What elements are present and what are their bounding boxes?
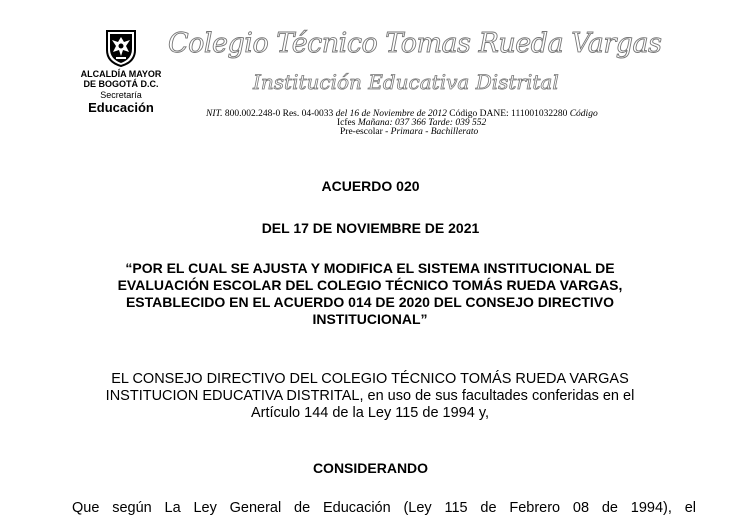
bogota-education-logo [66,28,176,115]
codigo-label: Código [569,109,598,119]
school-name: Colegio Técnico Tomas Rueda Vargas [168,28,662,59]
logo-text-secretaria: Secretaría [100,90,142,100]
coat-of-arms-icon [101,28,141,68]
tarde-label: Tarde: [428,118,453,128]
logo-text-bogota: DE BOGOTÁ D.C. [83,79,159,89]
tarde-value: 039 552 [455,118,487,128]
preamble-line: INSTITUCION EDUCATIVA DISTRITAL, en uso de sus facultades conferidas en el [105,388,635,404]
title-line: ESTABLECIDO EN EL ACUERDO 014 DE 2020 DEL CONSEJO DIRECTIVO [125,294,615,310]
institution-subtitle: Institución Educativa Distrital [253,70,559,94]
preamble [60,371,680,422]
title-line: “POR EL CUAL SE AJUSTA Y MODIFICA EL SISTEMA INSTITUCIONAL DE [125,260,615,276]
title-line: EVALUACIÓN ESCOLAR DEL COLEGIO TÉCNICO TOMÁS RUEDA VARGAS, [117,277,623,293]
dane-value: 111001032280 [511,109,568,119]
registration-date: del 16 de Noviembre de 2012 [335,109,447,119]
agreement-number: ACUERDO 020 [321,178,420,194]
icfes-label: Icfes [337,118,356,128]
agreement-date: DEL 17 DE NOVIEMBRE DE 2021 [261,220,480,236]
agreement-title [70,260,670,328]
registration-line-3 [340,127,478,137]
preamble-line: EL CONSEJO DIRECTIVO DEL COLEGIO TÉCNICO TOMÁS RUEDA VARGAS [111,371,629,387]
school-levels: Primara - Bachillerato [390,127,479,137]
title-line: INSTITUCIONAL” [312,311,428,327]
preescolar-label: Pre-escolar - [340,127,389,137]
preamble-line: Artículo 144 de la Ley 115 de 1994 y, [250,405,490,421]
nit-value: 800.002.248-0 Res. 04-0033 [224,109,334,119]
logo-text-alcaldia: ALCALDÍA MAYOR [80,69,162,79]
considering-heading: CONSIDERANDO [312,460,429,476]
body-paragraph-line: Que según La Ley General de Educación (Ley 115 de Febrero 08 de 1994), el [72,500,696,516]
manana-value: 037 366 [395,118,426,128]
manana-label: Mañana: [357,118,393,128]
logo-text-educacion: Educación [88,100,154,115]
nit-label: NIT. [206,109,223,119]
dane-label: Código DANE: [449,109,509,119]
